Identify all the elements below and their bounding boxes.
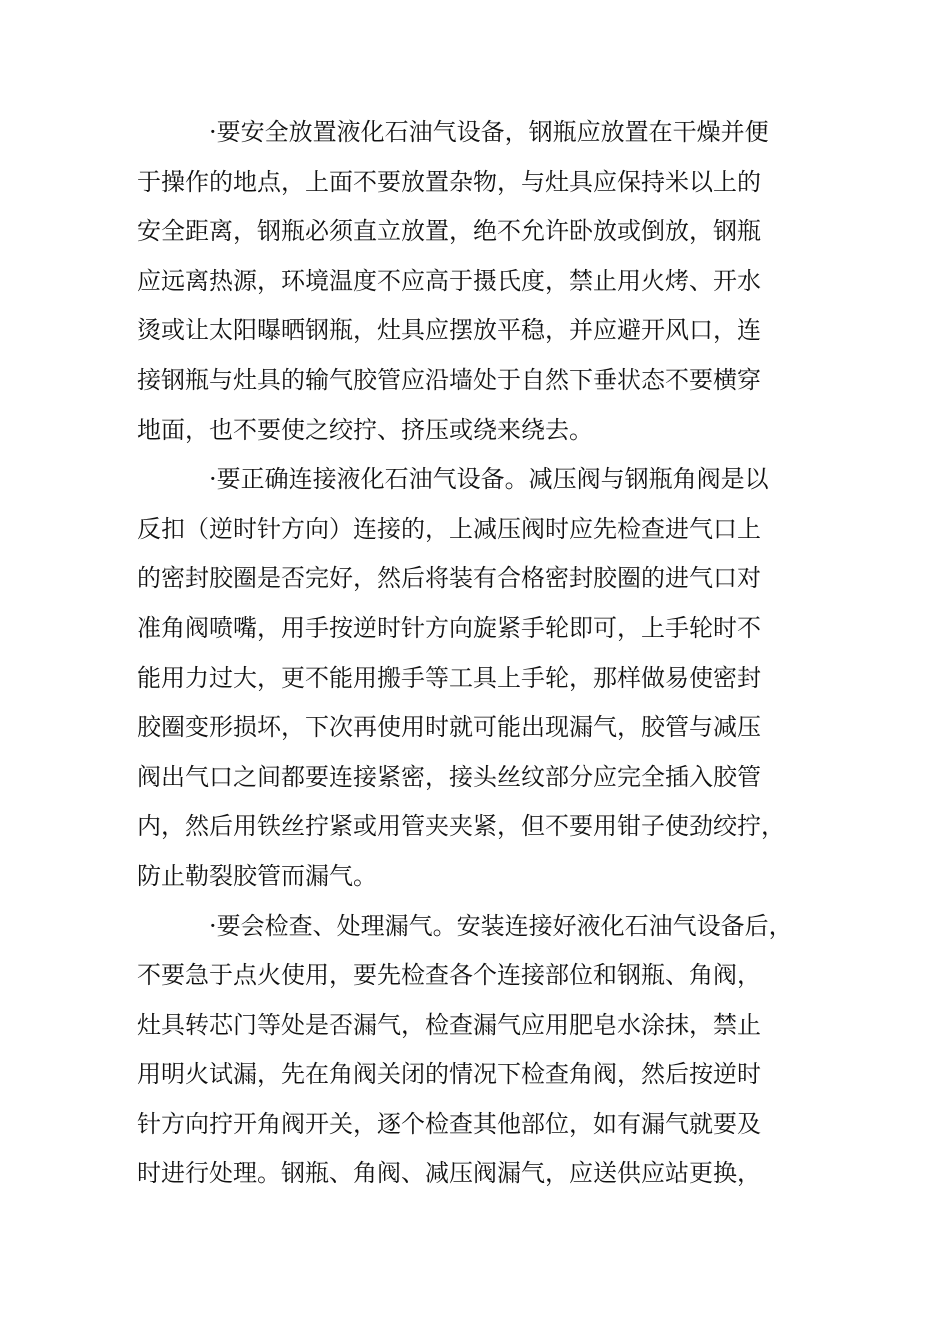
text-line: 地面，也不要使之绞拧、挤压或绕来绕去。 [137, 415, 593, 444]
text-line: 时进行处理。钢瓶、角阀、减压阀漏气，应送供应站更换， [137, 1159, 761, 1188]
text-line: 应远离热源，环境温度不应高于摄氏度，禁止用火烤、开水 [137, 266, 761, 295]
text-line: 能用力过大，更不能用搬手等工具上手轮，那样做易使密封 [137, 663, 761, 692]
text-line: 接钢瓶与灶具的输气胶管应沿墙处于自然下垂状态不要横穿 [137, 365, 761, 394]
text-line: 用明火试漏，先在角阀关闭的情况下检查角阀，然后按逆时 [137, 1060, 761, 1089]
text-line: 灶具转芯门等处是否漏气，检查漏气应用肥皂水涂抹，禁止 [137, 1010, 761, 1039]
text-line: ·要正确连接液化石油气设备。减压阀与钢瓶角阀是以 [209, 465, 769, 494]
text-line: 于操作的地点，上面不要放置杂物，与灶具应保持米以上的 [137, 167, 761, 196]
text-line: 阀出气口之间都要连接紧密，接头丝纹部分应完全插入胶管 [137, 762, 761, 791]
text-line: 准角阀喷嘴，用手按逆时针方向旋紧手轮即可，上手轮时不 [137, 613, 761, 642]
text-line: 胶圈变形损坏，下次再使用时就可能出现漏气，胶管与减压 [137, 713, 761, 742]
text-line: 针方向拧开角阀开关，逐个检查其他部位，如有漏气就要及 [137, 1109, 761, 1138]
text-line: 防止勒裂胶管而漏气。 [137, 861, 377, 890]
text-line: 烫或让太阳曝晒钢瓶，灶具应摆放平稳，并应避开风口，连 [137, 316, 761, 345]
text-line: 安全距离，钢瓶必须直立放置，绝不允许卧放或倒放，钢瓶 [137, 217, 761, 246]
document-body [137, 108, 837, 1199]
text-line: 反扣（逆时针方向）连接的，上减压阀时应先检查进气口上 [137, 514, 761, 543]
text-line: 内，然后用铁丝拧紧或用管夹夹紧，但不要用钳子使劲绞拧， [137, 812, 785, 841]
text-line: 的密封胶圈是否完好，然后将装有合格密封胶圈的进气口对 [137, 564, 761, 593]
text-line: ·要安全放置液化石油气设备，钢瓶应放置在干燥并便 [209, 118, 769, 146]
text-line: 不要急于点火使用，要先检查各个连接部位和钢瓶、角阀， [137, 961, 761, 990]
text-line: ·要会检查、处理漏气。安装连接好液化石油气设备后， [209, 911, 793, 940]
